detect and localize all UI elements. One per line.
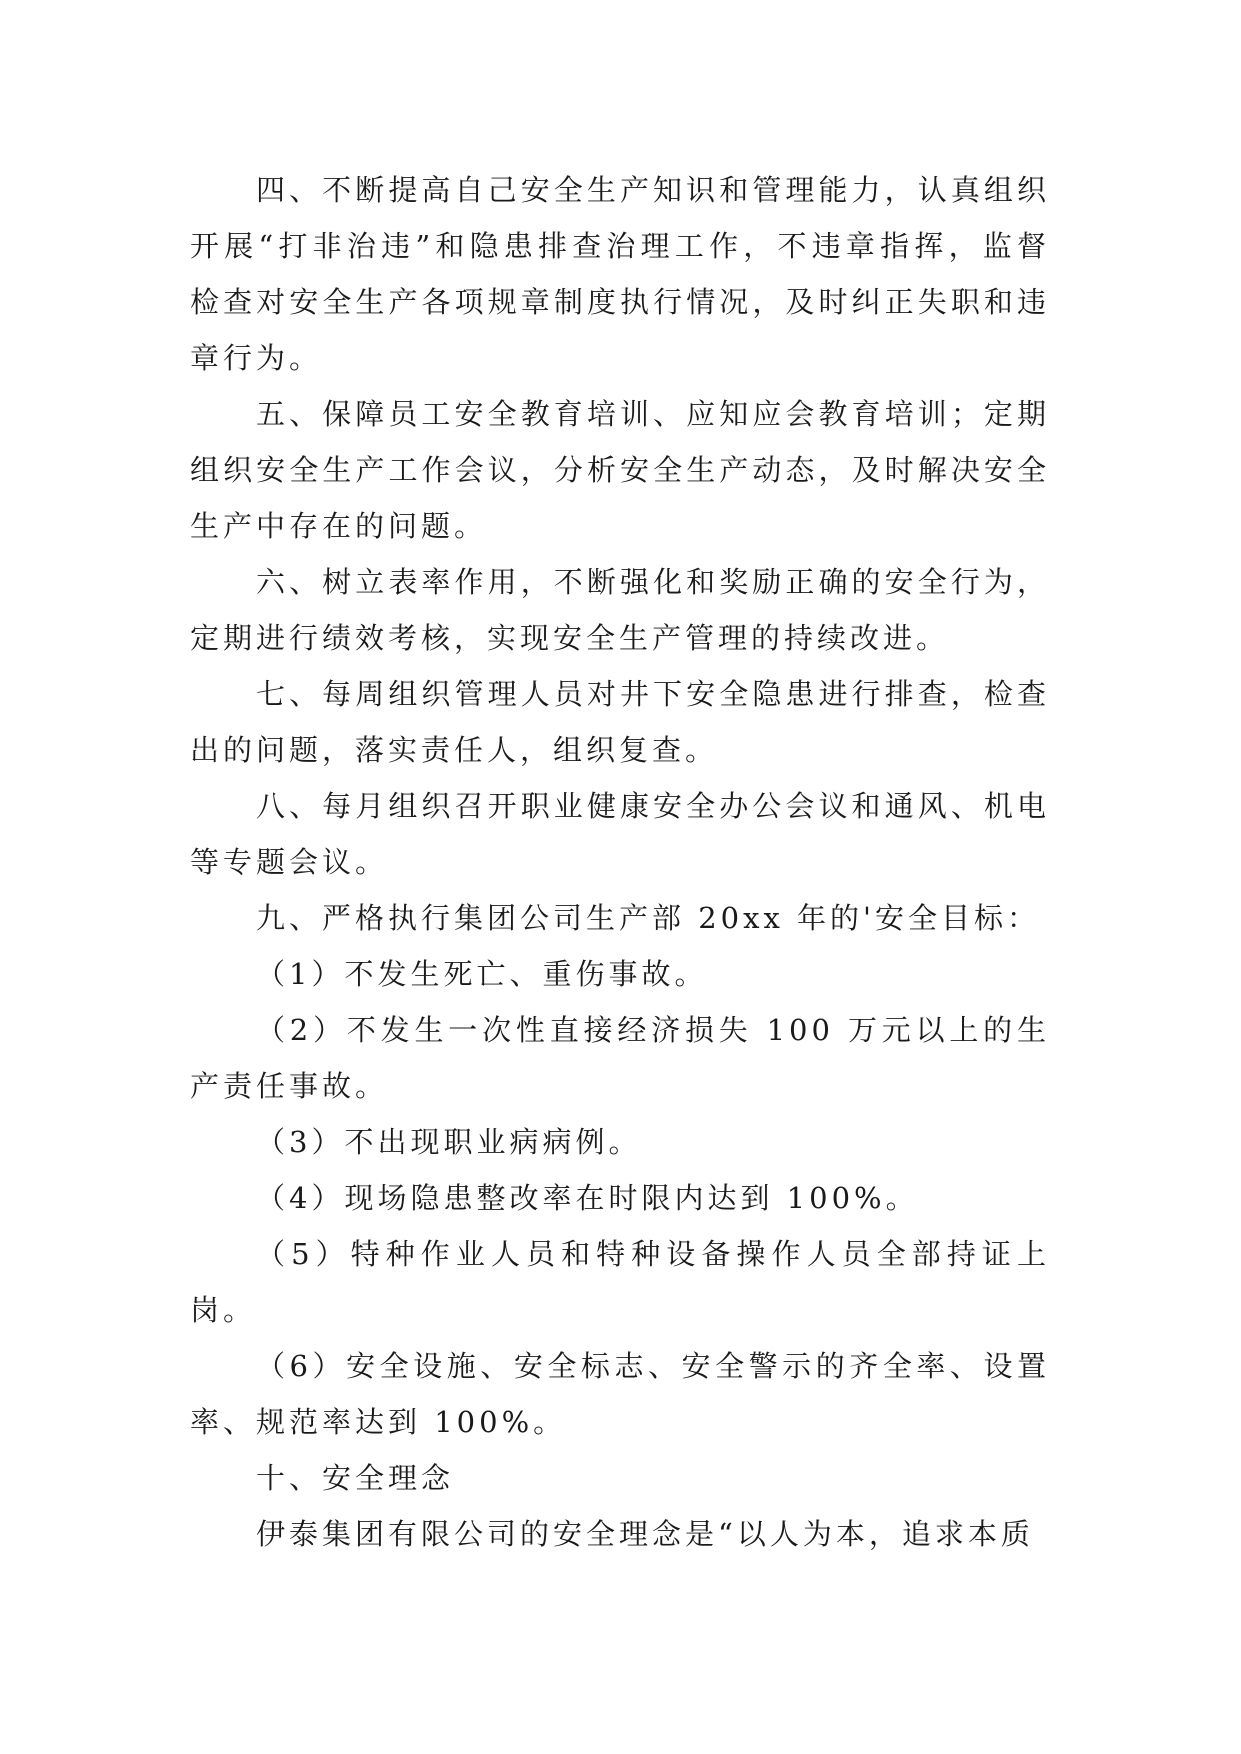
goal-item-3: （3）不出现职业病病例。: [256, 1125, 642, 1159]
paragraph-item-8: 八、每月组织召开职业健康安全办公会议和通风、机电等专题会议。: [190, 789, 1050, 879]
paragraph-item-9: 九、严格执行集团公司生产部 20xx 年的'安全目标：: [256, 901, 1041, 935]
section-heading-10: 十、安全理念: [256, 1461, 455, 1495]
goal-item-1: （1）不发生死亡、重伤事故。: [256, 957, 708, 991]
paragraph-item-6: 六、树立表率作用，不断强化和奖励正确的安全行为，定期进行绩效考核，实现安全生产管理的持续改进。: [190, 565, 1050, 655]
document-body: [190, 162, 1050, 1562]
goal-item-4: （4）现场隐患整改率在时限内达到 100%。: [256, 1181, 919, 1215]
goal-item-5: （5）特种作业人员和特种设备操作人员全部持证上岗。: [190, 1237, 1050, 1327]
goal-item-6: （6）安全设施、安全标志、安全警示的齐全率、设置率、规范率达到 100%。: [190, 1349, 1050, 1439]
paragraph-item-5: 五、保障员工安全教育培训、应知应会教育培训；定期组织安全生产工作会议，分析安全生产动态，及时解决安全生产中存在的问题。: [190, 397, 1050, 543]
paragraph-item-7: 七、每周组织管理人员对井下安全隐患进行排查，检查出的问题，落实责任人，组织复查。: [190, 677, 1050, 767]
paragraph-item-4: 四、不断提高自己安全生产知识和管理能力，认真组织开展“打非治违”和隐患排查治理工作，不违章指挥，监督检查对安全生产各项规章制度执行情况，及时纠正失职和违章行为。: [190, 173, 1050, 375]
safety-philosophy-text: 伊泰集团有限公司的安全理念是“以人为本，追求本质: [256, 1517, 1034, 1551]
goal-item-2: （2）不发生一次性直接经济损失 100 万元以上的生产责任事故。: [190, 1013, 1050, 1103]
